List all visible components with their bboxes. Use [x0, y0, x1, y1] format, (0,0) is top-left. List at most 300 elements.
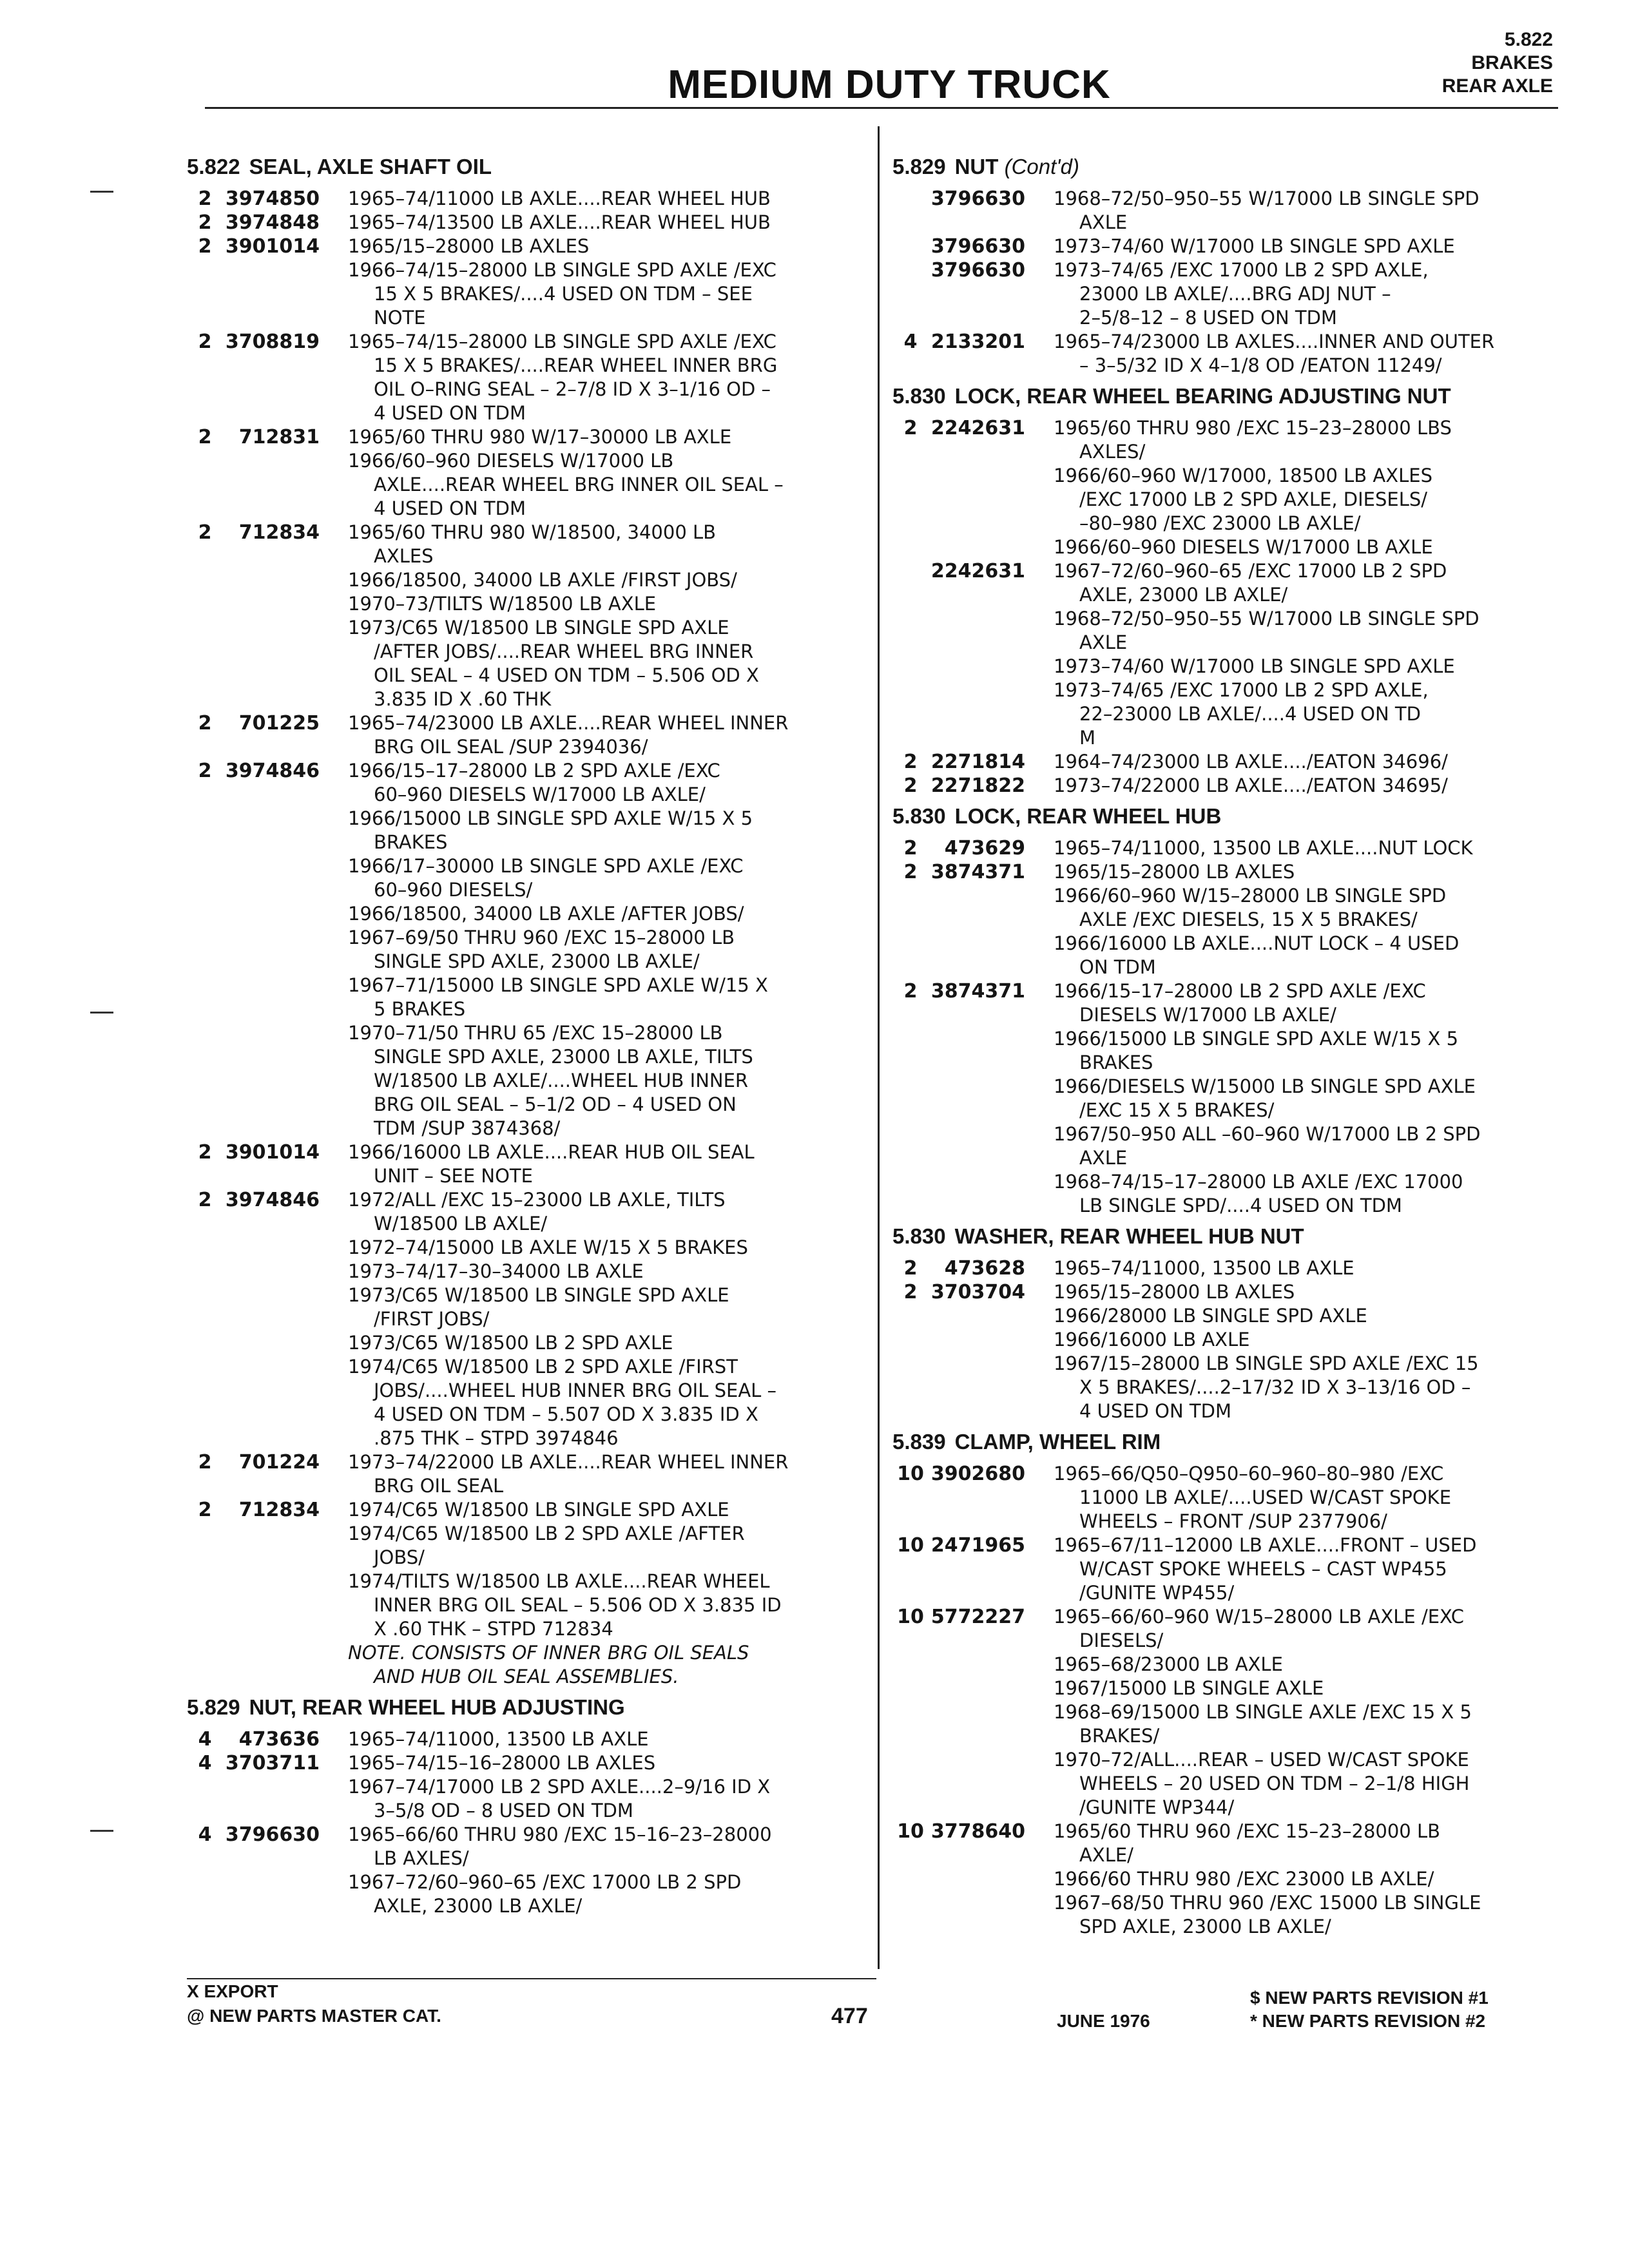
application-line: /GUNITE WP344/	[1079, 1796, 1235, 1818]
application-text	[1054, 187, 1576, 235]
quantity: 10	[897, 1820, 924, 1843]
application-line: JOBS/	[374, 1546, 425, 1568]
part-number: 3901014	[225, 1141, 320, 1164]
part-number: 3703704	[930, 1281, 1025, 1303]
application-line: AXLE	[1079, 1147, 1128, 1169]
part-entry	[187, 1751, 870, 1823]
part-number: 2133201	[930, 331, 1025, 353]
application-line: 1973–74/22000 LB AXLE....REAR WHEEL INNER	[348, 1451, 789, 1473]
application-line: 1966/15000 LB SINGLE SPD AXLE W/15 X 5	[348, 807, 753, 829]
application-line: ON TDM	[1079, 956, 1156, 978]
application-line: SPD AXLE, 23000 LB AXLE/	[1079, 1916, 1331, 1937]
quantity: 2	[198, 1141, 212, 1164]
application-line: 1966/60–960 W/15–28000 LB SINGLE SPD	[1054, 885, 1447, 907]
section-code: 5.822	[1504, 29, 1553, 50]
application-text	[1054, 1820, 1576, 1939]
quantity: 2	[903, 774, 918, 797]
section-name: CLAMP, WHEEL RIM	[954, 1430, 1161, 1454]
category-label: BRAKES	[1471, 52, 1553, 73]
application-line: AXLE, 23000 LB AXLE/	[1079, 584, 1288, 606]
subcategory-label: REAR AXLE	[1441, 75, 1553, 97]
application-line: 1966/DIESELS W/15000 LB SINGLE SPD AXLE	[1054, 1075, 1476, 1097]
part-entry	[187, 521, 870, 711]
application-line: 5 BRAKES	[374, 998, 466, 1020]
footer-divider	[187, 1978, 876, 1979]
application-line: 1965/60 THRU 960 /EXC 15–23–28000 LB	[1054, 1820, 1441, 1842]
application-line: 4 USED ON TDM	[1079, 1400, 1231, 1422]
application-text	[348, 330, 870, 425]
part-entry	[892, 258, 1576, 330]
part-entry	[187, 1140, 870, 1188]
application-line: 1973/C65 W/18500 LB SINGLE SPD AXLE	[348, 1284, 729, 1306]
application-text	[1054, 258, 1576, 330]
application-text	[348, 1188, 870, 1450]
application-line: AND HUB OIL SEAL ASSEMBLIES.	[374, 1666, 679, 1687]
application-line: 1965–74/23000 LB AXLES....INNER AND OUTER	[1054, 331, 1495, 352]
quantity: 2	[198, 426, 212, 448]
quantity: 2	[198, 521, 212, 544]
application-line: BRG OIL SEAL	[374, 1475, 504, 1497]
application-line: AXLE/	[1079, 1844, 1133, 1866]
part-entry	[892, 1605, 1576, 1820]
part-number: 712834	[238, 1499, 320, 1521]
section-name: SEAL, AXLE SHAFT OIL	[249, 155, 492, 178]
application-line: 1965/15–28000 LB AXLES	[1054, 1281, 1295, 1303]
part-number: 3708819	[225, 331, 320, 353]
column-divider	[878, 126, 880, 1969]
part-number: 3796630	[930, 235, 1025, 258]
application-line: 1965–67/11–12000 LB AXLE....FRONT – USED	[1054, 1534, 1477, 1556]
part-entry	[187, 425, 870, 521]
quantity: 2	[903, 861, 918, 883]
application-line: 1965–74/13500 LB AXLE....REAR WHEEL HUB	[348, 211, 771, 233]
application-line: 15 X 5 BRAKES/....REAR WHEEL INNER BRG	[374, 354, 778, 376]
quantity: 10	[897, 1463, 924, 1485]
application-line: 1965/60 THRU 980 W/17–30000 LB AXLE	[348, 426, 732, 448]
application-line: 1966/16000 LB AXLE	[1054, 1329, 1250, 1350]
publication-date: JUNE 1976	[1057, 2011, 1150, 2031]
application-text	[348, 759, 870, 1140]
application-line: /EXC 17000 LB 2 SPD AXLE, DIESELS/	[1079, 488, 1428, 510]
part-number: 3703711	[225, 1752, 320, 1774]
application-text	[348, 235, 870, 330]
section-number: 5.830	[892, 804, 946, 828]
page-title: MEDIUM DUTY TRUCK	[668, 62, 1111, 107]
application-line: 1965–74/15–16–28000 LB AXLES	[348, 1752, 656, 1774]
application-line: 1967–72/60–960–65 /EXC 17000 LB 2 SPD	[1054, 560, 1447, 582]
application-line: 1966–74/15–28000 LB SINGLE SPD AXLE /EXC	[348, 259, 776, 281]
application-line: OIL SEAL – 4 USED ON TDM – 5.506 OD X	[374, 664, 759, 686]
quantity: 2	[198, 1451, 212, 1474]
application-line: 1965–74/11000, 13500 LB AXLE	[1054, 1257, 1354, 1279]
quantity: 2	[198, 712, 212, 735]
section-title	[892, 384, 1576, 408]
part-entry	[892, 750, 1576, 774]
application-text	[1054, 559, 1576, 750]
quantity: 4	[198, 1728, 212, 1751]
part-number: 2242631	[930, 560, 1025, 582]
application-text	[1054, 416, 1576, 559]
application-line: UNIT – SEE NOTE	[374, 1165, 533, 1187]
application-line: 1973–74/17–30–34000 LB AXLE	[348, 1260, 644, 1282]
application-line: 60–960 DIESELS W/17000 LB AXLE/	[374, 783, 706, 805]
part-entry	[892, 860, 1576, 979]
part-number: 3874371	[930, 861, 1025, 883]
application-line: BRG OIL SEAL /SUP 2394036/	[374, 736, 648, 758]
section-title	[187, 1695, 870, 1720]
part-entry	[187, 711, 870, 759]
application-line: 1966/17–30000 LB SINGLE SPD AXLE /EXC	[348, 855, 744, 877]
part-entry	[187, 187, 870, 211]
part-entry	[892, 979, 1576, 1218]
application-text	[1054, 235, 1576, 258]
left-column	[187, 148, 870, 1918]
application-line: 1966/15–17–28000 LB 2 SPD AXLE /EXC	[1054, 980, 1426, 1002]
application-line: TDM /SUP 3874368/	[374, 1117, 561, 1139]
continued-label: (Cont'd)	[1004, 155, 1079, 178]
application-line: AXLE	[1079, 211, 1128, 233]
application-line: 1967–69/50 THRU 960 /EXC 15–28000 LB	[348, 927, 735, 948]
application-text	[348, 1727, 870, 1751]
application-line: 4 USED ON TDM	[374, 497, 526, 519]
part-number: 712831	[238, 426, 320, 448]
application-line: 1966/28000 LB SINGLE SPD AXLE	[1054, 1305, 1367, 1327]
part-entry	[892, 559, 1576, 750]
application-line: 1973–74/65 /EXC 17000 LB 2 SPD AXLE,	[1054, 679, 1429, 701]
quantity: 2	[198, 211, 212, 234]
section-title	[892, 155, 1576, 179]
part-number: 2271814	[930, 751, 1025, 773]
revision-1-legend: $ NEW PARTS REVISION #1	[1250, 1988, 1489, 2008]
part-entry	[892, 1820, 1576, 1939]
application-line: 1966/60–960 DIESELS W/17000 LB AXLE	[1054, 536, 1433, 558]
part-number: 3796630	[930, 187, 1025, 210]
application-line: /EXC 15 X 5 BRAKES/	[1079, 1099, 1275, 1121]
application-line: 1966/60 THRU 980 /EXC 23000 LB AXLE/	[1054, 1868, 1434, 1890]
application-line: 1967/15–28000 LB SINGLE SPD AXLE /EXC 15	[1054, 1352, 1479, 1374]
application-text	[1054, 1462, 1576, 1533]
application-line: AXLE	[1079, 631, 1128, 653]
application-line: AXLES/	[1079, 441, 1146, 463]
application-line: /GUNITE WP455/	[1079, 1582, 1235, 1604]
part-number: 3974850	[225, 187, 320, 210]
application-line: 1965–74/11000, 13500 LB AXLE....NUT LOCK	[1054, 837, 1473, 859]
section-title	[892, 804, 1576, 829]
application-line: .875 THK – STPD 3974846	[374, 1427, 619, 1449]
application-line: 1965–66/60–960 W/15–28000 LB AXLE /EXC	[1054, 1606, 1465, 1628]
part-number: 473628	[944, 1257, 1025, 1280]
application-text	[1054, 979, 1576, 1218]
application-text	[348, 1498, 870, 1689]
application-line: 1972/ALL /EXC 15–23000 LB AXLE, TILTS	[348, 1189, 726, 1211]
part-number: 2271822	[930, 774, 1025, 797]
quantity: 10	[897, 1606, 924, 1628]
application-line: 1965/15–28000 LB AXLES	[1054, 861, 1295, 883]
quantity: 2	[903, 837, 918, 860]
header-divider	[205, 107, 1558, 109]
application-line: BRAKES	[374, 831, 448, 853]
quantity: 4	[903, 331, 918, 353]
application-line: 1973–74/60 W/17000 LB SINGLE SPD AXLE	[1054, 655, 1455, 677]
application-line: 1967–74/17000 LB 2 SPD AXLE....2–9/16 ID X	[348, 1776, 771, 1798]
quantity: 2	[198, 331, 212, 353]
application-line: LB SINGLE SPD/....4 USED ON TDM	[1079, 1195, 1402, 1216]
quantity: 2	[903, 1257, 918, 1280]
application-line: 23000 LB AXLE/....BRG ADJ NUT –	[1079, 283, 1391, 305]
header-right-block	[1442, 28, 1553, 98]
section-number: 5.829	[187, 1695, 240, 1719]
application-line: 1965–74/11000 LB AXLE....REAR WHEEL HUB	[348, 187, 771, 209]
application-line: 3–5/8 OD – 8 USED ON TDM	[374, 1800, 633, 1821]
section-name: NUT	[954, 155, 999, 178]
application-line: NOTE	[374, 307, 426, 329]
application-line: 1967–71/15000 LB SINGLE SPD AXLE W/15 X	[348, 974, 768, 996]
application-line: /FIRST JOBS/	[374, 1308, 490, 1330]
application-line: 1967–72/60–960–65 /EXC 17000 LB 2 SPD	[348, 1871, 742, 1893]
application-line: 1968–72/50–950–55 W/17000 LB SINGLE SPD	[1054, 187, 1480, 209]
application-text	[1054, 1605, 1576, 1820]
application-text	[348, 1450, 870, 1498]
application-line: 1966/15–17–28000 LB 2 SPD AXLE /EXC	[348, 760, 720, 782]
application-line: W/18500 LB AXLE/	[374, 1213, 548, 1235]
application-line: LB AXLES/	[374, 1847, 469, 1869]
application-line: 1966/18500, 34000 LB AXLE /FIRST JOBS/	[348, 569, 737, 591]
application-line: 3.835 ID X .60 THK	[374, 688, 552, 710]
application-text	[348, 211, 870, 235]
application-line: W/CAST SPOKE WHEELS – CAST WP455	[1079, 1558, 1447, 1580]
application-text	[348, 1140, 870, 1188]
application-line: 1965/60 THRU 980 W/18500, 34000 LB	[348, 521, 717, 543]
part-entry	[892, 330, 1576, 378]
section-number: 5.829	[892, 155, 946, 178]
application-line: 1968–72/50–950–55 W/17000 LB SINGLE SPD	[1054, 608, 1480, 629]
new-parts-legend: @ NEW PARTS MASTER CAT.	[187, 2006, 441, 2026]
application-line: 22–23000 LB AXLE/....4 USED ON TD	[1079, 703, 1421, 725]
application-line: 1965–74/23000 LB AXLE....REAR WHEEL INNER	[348, 712, 789, 734]
margin-mark	[90, 1012, 113, 1014]
application-text	[348, 1823, 870, 1918]
application-line: 1966/16000 LB AXLE....REAR HUB OIL SEAL	[348, 1141, 755, 1163]
part-number: 712834	[238, 521, 320, 544]
part-number: 3974848	[225, 211, 320, 234]
part-number: 3974846	[225, 1189, 320, 1211]
application-line: 1968–69/15000 LB SINGLE AXLE /EXC 15 X 5	[1054, 1701, 1472, 1723]
application-line: WHEELS – FRONT /SUP 2377906/	[1079, 1510, 1387, 1532]
application-line: X .60 THK – STPD 712834	[374, 1618, 613, 1640]
application-line: OIL O–RING SEAL – 2–7/8 ID X 3–1/16 OD –	[374, 378, 771, 400]
application-line: AXLES	[374, 545, 434, 567]
part-entry	[892, 1533, 1576, 1605]
application-line: BRAKES/	[1079, 1725, 1160, 1747]
application-text	[1054, 860, 1576, 979]
application-line: W/18500 LB AXLE/....WHEEL HUB INNER	[374, 1070, 749, 1091]
part-entry	[187, 1188, 870, 1450]
quantity: 2	[198, 187, 212, 210]
quantity: 2	[198, 1189, 212, 1211]
application-line: 1973–74/65 /EXC 17000 LB 2 SPD AXLE,	[1054, 259, 1429, 281]
margin-mark	[90, 191, 113, 193]
revision-2-legend: * NEW PARTS REVISION #2	[1250, 2011, 1486, 2031]
application-line: 1966/60–960 W/17000, 18500 LB AXLES	[1054, 465, 1433, 486]
quantity: 2	[903, 980, 918, 1003]
quantity: 2	[903, 1281, 918, 1303]
application-line: –80–980 /EXC 23000 LB AXLE/	[1079, 512, 1361, 534]
application-text	[1054, 1533, 1576, 1605]
quantity: 2	[198, 1499, 212, 1521]
export-legend: X EXPORT	[187, 1981, 278, 2001]
section-name: LOCK, REAR WHEEL HUB	[954, 804, 1222, 828]
quantity: 2	[198, 760, 212, 782]
application-line: INNER BRG OIL SEAL – 5.506 OD X 3.835 ID	[374, 1594, 782, 1616]
application-line: 1965/15–28000 LB AXLES	[348, 235, 590, 257]
application-line: 2–5/8–12 – 8 USED ON TDM	[1079, 307, 1337, 329]
application-line: SINGLE SPD AXLE, 23000 LB AXLE, TILTS	[374, 1046, 753, 1068]
part-number: 3902680	[930, 1463, 1025, 1485]
application-text	[348, 1751, 870, 1823]
page-number: 477	[831, 2004, 868, 2028]
application-text	[348, 521, 870, 711]
application-line: M	[1079, 727, 1096, 749]
part-entry	[892, 187, 1576, 235]
section-name: LOCK, REAR WHEEL BEARING ADJUSTING NUT	[954, 384, 1451, 408]
application-line: AXLE, 23000 LB AXLE/	[374, 1895, 583, 1917]
part-number: 3796630	[225, 1823, 320, 1846]
application-line: 1965–66/Q50–Q950–60–960–80–980 /EXC	[1054, 1463, 1444, 1485]
part-number: 3874371	[930, 980, 1025, 1003]
section-title	[892, 1430, 1576, 1454]
quantity: 4	[198, 1823, 212, 1846]
part-entry	[892, 416, 1576, 559]
application-line: 1970–73/TILTS W/18500 LB AXLE	[348, 593, 657, 615]
application-line: DIESELS W/17000 LB AXLE/	[1079, 1004, 1336, 1026]
section-name: NUT, REAR WHEEL HUB ADJUSTING	[249, 1695, 625, 1719]
application-line: 1967/15000 LB SINGLE AXLE	[1054, 1677, 1324, 1699]
application-line: 1965/60 THRU 980 /EXC 15–23–28000 LBS	[1054, 417, 1452, 439]
application-text	[1054, 1280, 1576, 1423]
application-text	[1054, 330, 1576, 378]
part-entry	[187, 330, 870, 425]
quantity: 4	[198, 1752, 212, 1774]
section-title	[892, 1224, 1576, 1249]
application-line: 1965–74/11000, 13500 LB AXLE	[348, 1728, 649, 1750]
part-number: 3974846	[225, 760, 320, 782]
part-entry	[892, 774, 1576, 798]
part-number: 3778640	[930, 1820, 1025, 1843]
part-entry	[187, 1727, 870, 1751]
section-title	[187, 155, 870, 179]
part-entry	[892, 235, 1576, 258]
section-name: WASHER, REAR WHEEL HUB NUT	[954, 1224, 1304, 1248]
application-line: X 5 BRAKES/....2–17/32 ID X 3–13/16 OD –	[1079, 1376, 1471, 1398]
application-text	[1054, 774, 1576, 798]
application-line: 1965–68/23000 LB AXLE	[1054, 1653, 1283, 1675]
application-line: /AFTER JOBS/....REAR WHEEL BRG INNER	[374, 640, 754, 662]
application-line: AXLE /EXC DIESELS, 15 X 5 BRAKES/	[1079, 908, 1418, 930]
application-text	[348, 425, 870, 521]
application-line: JOBS/....WHEEL HUB INNER BRG OIL SEAL –	[374, 1379, 777, 1401]
section-number: 5.839	[892, 1430, 946, 1454]
quantity: 2	[903, 417, 918, 439]
application-text	[1054, 1256, 1576, 1280]
application-line: 4 USED ON TDM – 5.507 OD X 3.835 ID X	[374, 1403, 758, 1425]
application-line: 1966/16000 LB AXLE....NUT LOCK – 4 USED	[1054, 932, 1460, 954]
part-entry	[187, 1498, 870, 1689]
application-line: 1970–71/50 THRU 65 /EXC 15–28000 LB	[348, 1022, 723, 1044]
quantity: 10	[897, 1534, 924, 1557]
application-line: NOTE. CONSISTS OF INNER BRG OIL SEALS	[348, 1642, 749, 1664]
part-number: 473629	[944, 837, 1025, 860]
part-entry	[187, 235, 870, 330]
section-number: 5.822	[187, 155, 240, 178]
section-number: 5.830	[892, 384, 946, 408]
application-text	[348, 187, 870, 211]
part-number: 2242631	[930, 417, 1025, 439]
margin-mark	[90, 1830, 113, 1832]
part-number: 701225	[238, 712, 320, 735]
application-text	[348, 711, 870, 759]
part-entry	[892, 1280, 1576, 1423]
application-line: 1974/C65 W/18500 LB SINGLE SPD AXLE	[348, 1499, 729, 1521]
part-number: 3796630	[930, 259, 1025, 282]
part-number: 701224	[238, 1451, 320, 1474]
part-number: 5772227	[930, 1606, 1025, 1628]
part-number: 2471965	[930, 1534, 1025, 1557]
part-entry	[892, 836, 1576, 860]
application-line: 1973–74/22000 LB AXLE..../EATON 34695/	[1054, 774, 1448, 796]
part-entry	[892, 1462, 1576, 1533]
application-line: 1974/C65 W/18500 LB 2 SPD AXLE /AFTER	[348, 1523, 745, 1544]
application-line: AXLE....REAR WHEEL BRG INNER OIL SEAL –	[374, 474, 784, 495]
application-line: 1972–74/15000 LB AXLE W/15 X 5 BRAKES	[348, 1236, 748, 1258]
application-line: 1974/TILTS W/18500 LB AXLE....REAR WHEEL	[348, 1570, 770, 1592]
application-line: WHEELS – 20 USED ON TDM – 2–1/8 HIGH	[1079, 1773, 1470, 1794]
application-line: 1967/50–950 ALL –60–960 W/17000 LB 2 SPD	[1054, 1123, 1481, 1145]
part-entry	[187, 1823, 870, 1918]
application-line: BRAKES	[1079, 1052, 1153, 1073]
application-line: DIESELS/	[1079, 1629, 1164, 1651]
application-line: 1966/15000 LB SINGLE SPD AXLE W/15 X 5	[1054, 1028, 1459, 1050]
application-line: 1973/C65 W/18500 LB 2 SPD AXLE	[348, 1332, 673, 1354]
quantity: 2	[903, 751, 918, 773]
part-number: 3901014	[225, 235, 320, 258]
right-column	[892, 148, 1576, 1939]
application-line: 1964–74/23000 LB AXLE..../EATON 34696/	[1054, 751, 1448, 773]
part-entry	[187, 759, 870, 1140]
application-line: BRG OIL SEAL – 5–1/2 OD – 4 USED ON	[374, 1093, 737, 1115]
quantity: 2	[198, 235, 212, 258]
application-line: 1965–74/15–28000 LB SINGLE SPD AXLE /EXC	[348, 331, 776, 352]
application-line: 11000 LB AXLE/....USED W/CAST SPOKE	[1079, 1486, 1452, 1508]
part-entry	[892, 1256, 1576, 1280]
part-number: 473636	[238, 1728, 320, 1751]
application-line: 1970–72/ALL....REAR – USED W/CAST SPOKE	[1054, 1749, 1469, 1771]
application-text	[1054, 750, 1576, 774]
application-line: 1974/C65 W/18500 LB 2 SPD AXLE /FIRST	[348, 1356, 738, 1378]
application-line: SINGLE SPD AXLE, 23000 LB AXLE/	[374, 950, 700, 972]
application-line: 15 X 5 BRAKES/....4 USED ON TDM – SEE	[374, 283, 753, 305]
application-line: 4 USED ON TDM	[374, 402, 526, 424]
application-text	[1054, 836, 1576, 860]
application-line: 1968–74/15–17–28000 LB AXLE /EXC 17000	[1054, 1171, 1463, 1193]
part-entry	[187, 1450, 870, 1498]
application-line: 1966/18500, 34000 LB AXLE /AFTER JOBS/	[348, 903, 744, 925]
application-line: – 3–5/32 ID X 4–1/8 OD /EATON 11249/	[1079, 354, 1442, 376]
application-line: 1973–74/60 W/17000 LB SINGLE SPD AXLE	[1054, 235, 1455, 257]
application-line: 60–960 DIESELS/	[374, 879, 533, 901]
application-line: 1966/60–960 DIESELS W/17000 LB	[348, 450, 674, 472]
application-line: 1973/C65 W/18500 LB SINGLE SPD AXLE	[348, 617, 729, 639]
section-number: 5.830	[892, 1224, 946, 1248]
